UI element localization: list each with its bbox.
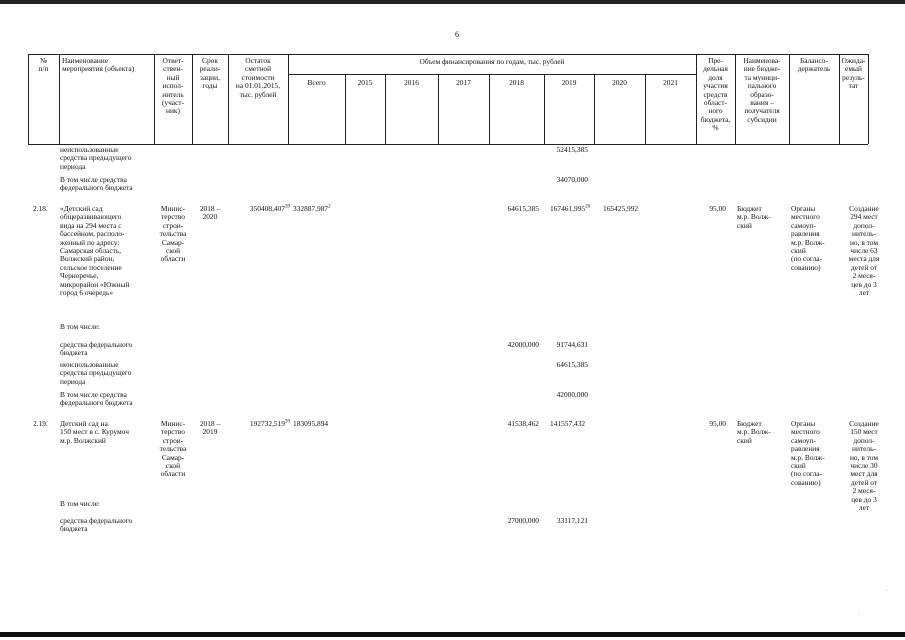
item-holder: Органы местного самоуп- равления м.р. Волж- ский (по согла- сованию) xyxy=(791,204,825,272)
item-2019: 141557,432 xyxy=(550,419,586,428)
carry-unused-2019: 52415,385 xyxy=(556,145,588,154)
item-balance: 350408,407$^{39}$ xyxy=(249,204,290,213)
header-year-2018: 2018 xyxy=(509,78,524,87)
header-year-2020: 2020 xyxy=(612,78,627,87)
item-2018: 64615,385 xyxy=(507,204,539,213)
item-federal-label: средства федерального бюджета xyxy=(60,340,133,358)
header-year-2021: 2021 xyxy=(663,78,678,87)
item-2020: 165425,992 xyxy=(603,204,639,213)
table-header xyxy=(28,54,868,144)
carry-federal-2019: 34070,000 xyxy=(556,175,588,184)
header-number: № п/п xyxy=(38,56,49,74)
item-federal-2019: 33117,121 xyxy=(556,516,588,525)
item-total: 183095,894 xyxy=(293,419,329,428)
item-unused-federal-2019: 42000,000 xyxy=(556,390,588,399)
header-year-2016: 2016 xyxy=(404,78,419,87)
header-funding-title: Объем финансирования по годам, тыс. рублей xyxy=(419,57,565,66)
header-year-2015: 2015 xyxy=(357,78,373,87)
header-term: Срок реали- зации, годы xyxy=(199,56,221,91)
header-balance: Остаток сметной стоимости на 01.01.2015, тыс. рублей xyxy=(235,56,281,99)
scan-mark: · xyxy=(886,588,888,594)
header-budget-name: Наименова- ние бюдже- та муници- пального образо- вания – получателя субсидии xyxy=(743,56,781,124)
item-result: Создание 294 мест допол- нитель- но, в том числе 63 места для детей от 2 меся- цев до 3 лет xyxy=(848,204,880,298)
top-scan-border xyxy=(0,0,905,4)
item-number: 2.18. xyxy=(33,204,48,213)
header-total: Всего xyxy=(307,78,326,87)
page-number: 6 xyxy=(455,30,459,39)
header-name: Наименование мероприятия (объекта) xyxy=(62,56,135,74)
item-2018: 41538,462 xyxy=(507,419,539,428)
scan-mark: · xyxy=(858,612,860,618)
item-federal-label: средства федерального бюджета xyxy=(60,516,133,534)
header-year-2017: 2017 xyxy=(456,78,471,87)
item-2019: 167461,995$^{26}$ xyxy=(550,204,591,213)
item-term: 2018 – 2020 xyxy=(199,204,221,222)
item-unused-federal-label: В том числе средства федерального бюджета xyxy=(60,390,133,408)
carry-federal-label: В том числе средства федерального бюджета xyxy=(60,175,133,193)
header-result: Ожида- емый резуль- тат xyxy=(841,56,866,91)
carry-unused-label: неиспользованные средства предыдущего периода xyxy=(60,145,132,171)
item-result: Создание 150 мест допол- нитель- но, в том числе 30 мест для детей от 2 меся- цев до 3 лет xyxy=(849,419,879,513)
item-budget-name: Бюджет м.р. Волж- ский xyxy=(737,419,771,445)
item-balance: 192732,519$^{39}$ xyxy=(249,419,290,428)
header-responsible: Ответ- ствен- ный испол- нитель (участ- ник) xyxy=(161,56,185,116)
bottom-scan-border xyxy=(0,632,905,637)
header-holder: Балансо- держатель xyxy=(797,56,831,74)
item-total: 332887,987$^2$ xyxy=(293,204,331,213)
item-federal-2018: 27000,000 xyxy=(507,516,539,525)
item-federal-2018: 42000,000 xyxy=(507,340,539,349)
item-unused-2019: 64615,385 xyxy=(556,360,588,369)
item-budget-name: Бюджет м.р. Волж- ский xyxy=(737,204,771,230)
item-including-label: В том числе: xyxy=(60,322,100,331)
item-name: «Детский сад общеразвивающего вида на 294 места с бассейном, располо- женный по адресу: Самарская область, Волжский район, сельское поселение Черноречье, микрорайон «Южный город 6 очередь» xyxy=(60,204,130,298)
item-term: 2018 – 2019 xyxy=(199,419,221,437)
item-unused-label: неиспользованные средства предыдущего периода xyxy=(60,360,132,386)
item-holder: Органы местного самоуп- равления м.р. Волж- ский (по согла- сованию) xyxy=(791,419,825,487)
item-including-label: В том числе: xyxy=(60,499,100,508)
item-name: Детский сад на 150 мест в с. Курумоч м.р. Волжский xyxy=(60,419,129,445)
header-share: Пре- дельная доля участия средств област- ного бюджета, % xyxy=(700,56,731,133)
item-responsible: Минис- терство строи- тельства Самар- ской области xyxy=(159,204,187,264)
item-responsible: Минис- терство строи- тельства Самар- ской области xyxy=(159,419,187,479)
item-share: 95,00 xyxy=(709,419,726,428)
header-year-2019: 2019 xyxy=(561,78,577,87)
item-share: 95,00 xyxy=(709,204,726,213)
item-number: 2.19. xyxy=(33,419,48,428)
item-federal-2019: 91744,631 xyxy=(556,340,588,349)
